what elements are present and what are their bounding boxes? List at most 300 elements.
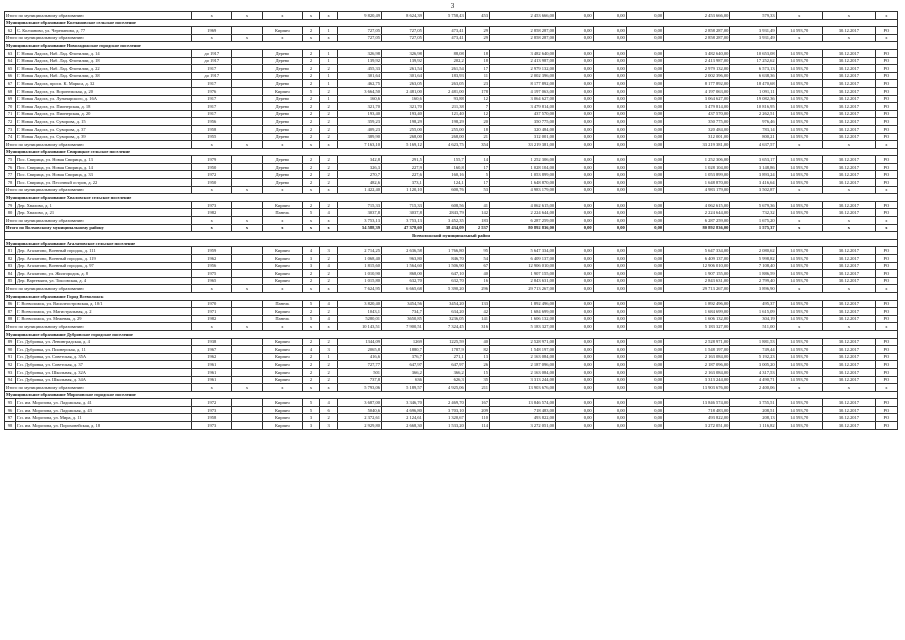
row-number: 71	[5, 110, 16, 118]
row-number: 80	[5, 209, 16, 217]
section-header-row	[5, 148, 898, 156]
total-cell: х	[776, 12, 822, 20]
data-cell: 14 593,70	[776, 247, 822, 255]
data-cell: Кирпич	[262, 422, 302, 430]
row-number: 84	[5, 270, 16, 278]
total-cell: 13 903 676,00	[490, 384, 556, 392]
data-cell: 462,75	[337, 80, 381, 88]
data-cell: 2	[302, 65, 320, 73]
data-cell: 30.12.2017	[822, 368, 875, 376]
data-cell: 1961	[192, 376, 232, 384]
data-cell: 5	[302, 406, 320, 414]
data-cell: 1956	[192, 118, 232, 126]
data-cell	[232, 27, 263, 35]
data-cell	[232, 49, 263, 57]
total-cell: х	[320, 384, 338, 392]
data-cell: 321,70	[382, 103, 424, 111]
total-cell: 211	[465, 384, 489, 392]
building-row	[5, 179, 898, 187]
data-cell: 1917	[192, 103, 232, 111]
total-cell: 4 637,57	[730, 141, 776, 149]
data-cell: 2 262,51	[730, 110, 776, 118]
data-cell: 0,00	[626, 262, 663, 270]
data-cell: 2	[302, 156, 320, 164]
total-cell: 4 983 179,00	[490, 186, 556, 194]
data-cell: 2	[302, 179, 320, 187]
data-cell: РО	[875, 110, 897, 118]
data-cell: 0,00	[626, 49, 663, 57]
building-address: Пос. Свирица, ул. Новая Свирица, д. 14	[16, 163, 192, 171]
total-label: Итого по муниципальному образованию	[5, 141, 192, 149]
data-cell: РО	[875, 338, 897, 346]
data-cell	[232, 338, 263, 346]
data-cell: 193,40	[382, 110, 424, 118]
total-cell: 53	[465, 186, 489, 194]
data-cell: 0,00	[593, 277, 626, 285]
building-row	[5, 49, 898, 57]
data-cell: 0,00	[593, 87, 626, 95]
data-cell: РО	[875, 315, 897, 323]
total-cell: х	[875, 224, 897, 232]
data-cell: 0,00	[626, 308, 663, 316]
data-cell: 13 846 574,00	[490, 399, 556, 407]
data-cell: Кирпич	[262, 270, 302, 278]
data-cell: 167	[465, 399, 489, 407]
data-cell: 0,00	[556, 179, 593, 187]
data-cell: 493 822,00	[490, 414, 556, 422]
data-cell: РО	[875, 171, 897, 179]
total-cell: 2 400,06	[730, 384, 776, 392]
data-cell	[232, 300, 263, 308]
data-cell: 1959	[192, 247, 232, 255]
data-cell: 3 931,49	[730, 27, 776, 35]
data-cell: 30.12.2017	[822, 247, 875, 255]
data-cell: 5 647 334,00	[664, 247, 730, 255]
section-header-row	[5, 42, 898, 50]
data-cell: Кирпич	[262, 255, 302, 263]
building-row	[5, 87, 898, 95]
data-cell: 30.12.2017	[822, 406, 875, 414]
data-cell: 2 080,62	[730, 247, 776, 255]
data-cell: 16	[465, 277, 489, 285]
data-cell: 30.12.2017	[822, 156, 875, 164]
row-number: 63	[5, 49, 16, 57]
data-cell: Дерево	[262, 103, 302, 111]
building-address: С. Колчаново, ул. Черепанова, д. 77	[16, 27, 192, 35]
data-cell: 1955	[192, 133, 232, 141]
total-cell: 4 925,06	[423, 384, 465, 392]
total-cell: 2 858 287,00	[664, 34, 730, 42]
district-total-row	[5, 224, 898, 232]
data-cell: 30.12.2017	[822, 346, 875, 354]
total-cell: 3 502,87	[730, 186, 776, 194]
total-cell: х	[320, 285, 338, 293]
data-cell: 0,00	[556, 406, 593, 414]
data-cell: 1 010,90	[337, 270, 381, 278]
data-cell: 0,00	[556, 414, 593, 422]
data-cell: Дерево	[262, 133, 302, 141]
building-row	[5, 80, 898, 88]
total-cell: 4 983 179,00	[664, 186, 730, 194]
data-cell: 359,23	[337, 118, 381, 126]
total-cell: х	[192, 285, 232, 293]
data-cell: 846,70	[423, 255, 465, 263]
data-cell: 1 028 104,00	[664, 163, 730, 171]
data-cell: Кирпич	[262, 414, 302, 422]
data-cell: 3	[320, 422, 338, 430]
row-number: 77	[5, 171, 16, 179]
data-cell: 647,97	[382, 361, 424, 369]
data-cell: 3 064 627,00	[664, 95, 730, 103]
data-cell: 1950	[192, 163, 232, 171]
data-cell: 209	[465, 406, 489, 414]
total-cell: х	[302, 224, 320, 232]
total-cell: 0,00	[626, 224, 663, 232]
building-row	[5, 27, 898, 35]
data-cell: 732,32	[730, 209, 776, 217]
total-cell: х	[302, 285, 320, 293]
data-cell: 1973	[192, 422, 232, 430]
total-cell: 183	[465, 217, 489, 225]
data-cell: 1 907 155,00	[664, 270, 730, 278]
data-cell: 3 755,51	[730, 399, 776, 407]
data-cell: РО	[875, 376, 897, 384]
data-cell: 40	[465, 338, 489, 346]
data-cell: 0,00	[593, 346, 626, 354]
section-title: Муниципальное образование Свирицкое сельское поселение	[5, 148, 898, 156]
data-cell: РО	[875, 133, 897, 141]
data-cell: 2 224 644,00	[664, 209, 730, 217]
data-cell: 227,9	[382, 163, 424, 171]
data-cell: РО	[875, 346, 897, 354]
total-cell: 3 931,49	[730, 34, 776, 42]
data-cell: 291,5	[382, 156, 424, 164]
total-cell: х	[875, 384, 897, 392]
data-cell	[232, 110, 263, 118]
data-cell: 389,90	[337, 133, 381, 141]
data-cell: 734,7	[382, 308, 424, 316]
building-address: Дер. Хвалово, д. 21	[16, 209, 192, 217]
data-cell: 0,00	[626, 110, 663, 118]
data-cell: РО	[875, 201, 897, 209]
total-label: Итого по муниципальному образованию	[5, 285, 192, 293]
data-cell: 3 148,86	[730, 163, 776, 171]
data-cell: 2843,79	[423, 209, 465, 217]
building-row	[5, 133, 898, 141]
data-cell: 1950	[192, 179, 232, 187]
total-cell: 6 287 259,00	[490, 217, 556, 225]
data-cell: 0,00	[593, 209, 626, 217]
data-cell: 963,80	[382, 255, 424, 263]
building-row	[5, 110, 898, 118]
data-cell	[232, 262, 263, 270]
housing-register-table	[4, 11, 898, 430]
data-cell: 3 893,24	[730, 171, 776, 179]
data-cell: 1962	[192, 255, 232, 263]
data-cell: 437 570,00	[664, 110, 730, 118]
data-cell: 2	[302, 353, 320, 361]
building-row	[5, 368, 898, 376]
total-cell: 0,00	[626, 384, 663, 392]
total-cell: х	[262, 141, 302, 149]
data-cell: 14 593,70	[776, 414, 822, 422]
total-label: Итого по муниципальному образованию	[5, 12, 192, 20]
data-cell: 1958	[192, 414, 232, 422]
data-cell: 10 653,08	[730, 49, 776, 57]
data-cell: 0,00	[626, 171, 663, 179]
data-cell: 2 469,70	[423, 399, 465, 407]
total-cell: х	[320, 217, 338, 225]
building-address: Г. Новая Ладога, ул. Суворова, д. 15	[16, 118, 192, 126]
total-cell: х	[232, 141, 263, 149]
data-cell: 326,98	[382, 49, 424, 57]
data-cell: 3	[320, 346, 338, 354]
data-cell: 2	[320, 255, 338, 263]
data-cell: 1 648 870,00	[664, 179, 730, 187]
data-cell: 0,00	[593, 422, 626, 430]
data-cell: 5280,01	[337, 315, 381, 323]
data-cell: 88,08	[423, 49, 465, 57]
data-cell: 29	[465, 27, 489, 35]
data-cell: 3 313 244,00	[490, 376, 556, 384]
data-cell: 0,00	[556, 270, 593, 278]
data-cell: 35	[465, 376, 489, 384]
data-cell: 6	[320, 406, 338, 414]
data-cell: 5 679,36	[730, 201, 776, 209]
data-cell: 2	[302, 376, 320, 384]
row-number: 88	[5, 315, 16, 323]
data-cell: 2	[320, 368, 338, 376]
total-cell: 0,00	[556, 12, 593, 20]
data-cell: 0,00	[556, 201, 593, 209]
data-cell: РО	[875, 353, 897, 361]
total-cell: 727,05	[382, 34, 424, 42]
row-number: 62	[5, 27, 16, 35]
total-cell: х	[776, 384, 822, 392]
data-cell: 3 664,50	[337, 87, 381, 95]
data-cell: 0,00	[593, 163, 626, 171]
data-cell: 30.12.2017	[822, 110, 875, 118]
data-cell: 160,8	[423, 163, 465, 171]
data-cell: 0,00	[556, 346, 593, 354]
data-cell: 30.12.2017	[822, 57, 875, 65]
data-cell: 2	[302, 72, 320, 80]
data-cell: 2 858 287,00	[490, 27, 556, 35]
total-cell: 29	[465, 34, 489, 42]
building-address: Г.п. им. Морозова, ул. Ладожская, д. 43	[16, 406, 192, 414]
total-cell: х	[192, 141, 232, 149]
data-cell: 8 177 892,00	[490, 80, 556, 88]
row-number: 96	[5, 406, 16, 414]
data-cell: 261,54	[382, 65, 424, 73]
data-cell: 2	[302, 95, 320, 103]
total-cell: 5 169,12	[382, 141, 424, 149]
data-cell: 141	[465, 315, 489, 323]
data-cell: Кирпич	[262, 346, 302, 354]
row-number: 66	[5, 72, 16, 80]
data-cell: Дерево	[262, 163, 302, 171]
data-cell: 2	[302, 277, 320, 285]
data-cell: 14 593,70	[776, 72, 822, 80]
data-cell: 482,6	[337, 179, 381, 187]
data-cell: Кирпич	[262, 353, 302, 361]
data-cell: 1 548 197,00	[664, 346, 730, 354]
data-cell: РО	[875, 87, 897, 95]
data-cell: 868,00	[382, 270, 424, 278]
building-address: Г.п. Дубровка, ул. Советская, д. 37	[16, 361, 192, 369]
data-cell: 198,29	[423, 118, 465, 126]
data-cell: 2 163 084,00	[490, 353, 556, 361]
data-cell: РО	[875, 27, 897, 35]
total-cell: х	[262, 186, 302, 194]
data-cell: 30.12.2017	[822, 338, 875, 346]
data-cell	[232, 277, 263, 285]
subtotal-row	[5, 285, 898, 293]
data-cell: 263,05	[382, 80, 424, 88]
total-cell: х	[302, 34, 320, 42]
data-cell: 2 413 987,00	[490, 57, 556, 65]
data-cell: 1972	[192, 399, 232, 407]
data-cell: 14 593,70	[776, 57, 822, 65]
data-cell: 0,00	[593, 361, 626, 369]
data-cell: 30.12.2017	[822, 277, 875, 285]
data-cell: 12 906 010,00	[490, 262, 556, 270]
total-cell: х	[232, 34, 263, 42]
row-number: 87	[5, 308, 16, 316]
data-cell: 14 593,70	[776, 270, 822, 278]
row-number: 93	[5, 368, 16, 376]
total-cell: х	[320, 224, 338, 232]
data-cell: 1880,7	[382, 346, 424, 354]
total-cell: 6 665,68	[382, 285, 424, 293]
data-cell: Кирпич	[262, 247, 302, 255]
total-cell: х	[822, 224, 875, 232]
data-cell: 4 317,53	[730, 368, 776, 376]
data-cell	[232, 57, 263, 65]
building-address: Г. Новая Ладога, Наб. Лад. Флотилии, д. 38	[16, 72, 192, 80]
total-cell: 0,00	[593, 384, 626, 392]
data-cell: 0,00	[556, 308, 593, 316]
data-cell: 4 062 615,00	[490, 201, 556, 209]
data-cell: 1	[320, 72, 338, 80]
total-cell: х	[776, 141, 822, 149]
data-cell: 14	[465, 156, 489, 164]
data-cell: 14 593,70	[776, 262, 822, 270]
data-cell: 1 252 306,00	[490, 156, 556, 164]
data-cell: 749,44	[730, 346, 776, 354]
data-cell	[232, 80, 263, 88]
data-cell: 1269	[382, 338, 424, 346]
total-cell: 47 378,60	[382, 224, 424, 232]
building-row	[5, 361, 898, 369]
data-cell: 2 979 132,00	[664, 65, 730, 73]
data-cell	[232, 95, 263, 103]
data-cell: 6 638,36	[730, 72, 776, 80]
row-number: 75	[5, 156, 16, 164]
data-cell	[232, 133, 263, 141]
data-cell: Панель	[262, 300, 302, 308]
data-cell: 14 593,70	[776, 353, 822, 361]
building-row	[5, 399, 898, 407]
total-cell: 1 575,37	[730, 224, 776, 232]
data-cell: 12 906 010,00	[664, 262, 730, 270]
data-cell: 1	[320, 80, 338, 88]
data-cell: 14 593,70	[776, 376, 822, 384]
data-cell: 18	[465, 49, 489, 57]
data-cell: 0,00	[593, 80, 626, 88]
total-cell: х	[875, 217, 897, 225]
data-cell: 1	[320, 49, 338, 57]
data-cell: 0,00	[626, 95, 663, 103]
data-cell: 1917	[192, 65, 232, 73]
data-cell: 0,00	[593, 368, 626, 376]
data-cell: 0,00	[556, 209, 593, 217]
data-cell: 0,00	[626, 277, 663, 285]
total-cell: х	[232, 285, 263, 293]
data-cell: 1 892 496,00	[664, 300, 730, 308]
data-cell: 3 479 814,00	[490, 103, 556, 111]
data-cell: 14 593,70	[776, 133, 822, 141]
data-cell: 0,00	[556, 262, 593, 270]
data-cell: 2	[302, 201, 320, 209]
data-cell: 3037,8	[337, 209, 381, 217]
data-cell: 1344,09	[337, 338, 381, 346]
data-cell: 0,00	[626, 338, 663, 346]
data-cell	[232, 315, 263, 323]
data-cell: 0,00	[626, 422, 663, 430]
total-cell: 54 588,39	[337, 224, 381, 232]
data-cell: 0,00	[593, 406, 626, 414]
total-cell: х	[262, 217, 302, 225]
data-cell: 3 064 627,00	[490, 95, 556, 103]
data-cell: 1 907 155,00	[490, 270, 556, 278]
data-cell: 1961	[192, 368, 232, 376]
data-cell: 14 593,70	[776, 125, 822, 133]
data-cell: 30.12.2017	[822, 353, 875, 361]
data-cell: 14 593,70	[776, 315, 822, 323]
total-cell: х	[822, 12, 875, 20]
data-cell	[232, 103, 263, 111]
building-address: Г. Новая Ладога, Наб. Лад. Флотилии, д. 18	[16, 57, 192, 65]
data-cell	[232, 406, 263, 414]
data-cell: 0,00	[593, 255, 626, 263]
data-cell: 0,00	[626, 406, 663, 414]
data-cell: 1 091,11	[730, 87, 776, 95]
data-cell: 2	[320, 65, 338, 73]
total-cell: 29 713 267,00	[664, 285, 730, 293]
data-cell: 12	[465, 95, 489, 103]
total-cell: 5 793,06	[337, 384, 381, 392]
data-cell: 1225,59	[423, 338, 465, 346]
section-title: Муниципальное образование Хваловское сельское поселение	[5, 194, 898, 202]
data-cell: 1	[320, 27, 338, 35]
data-cell: 23	[465, 80, 489, 88]
building-address: Г. Новая Ладога, Наб. Лад. Флотилии, д. 22	[16, 65, 192, 73]
data-cell: 1970	[192, 300, 232, 308]
data-cell: 2	[302, 103, 320, 111]
section-header-row	[5, 330, 898, 338]
data-cell: 2 372,61	[337, 414, 381, 422]
data-cell: 3 272 051,00	[664, 422, 730, 430]
data-cell	[232, 247, 263, 255]
data-cell: Кирпич	[262, 368, 302, 376]
total-cell: х	[822, 384, 875, 392]
data-cell: 18	[465, 57, 489, 65]
data-cell: 1 533,20	[423, 422, 465, 430]
building-row	[5, 422, 898, 430]
data-cell: 227,6	[382, 171, 424, 179]
data-cell: 715,33	[337, 201, 381, 209]
